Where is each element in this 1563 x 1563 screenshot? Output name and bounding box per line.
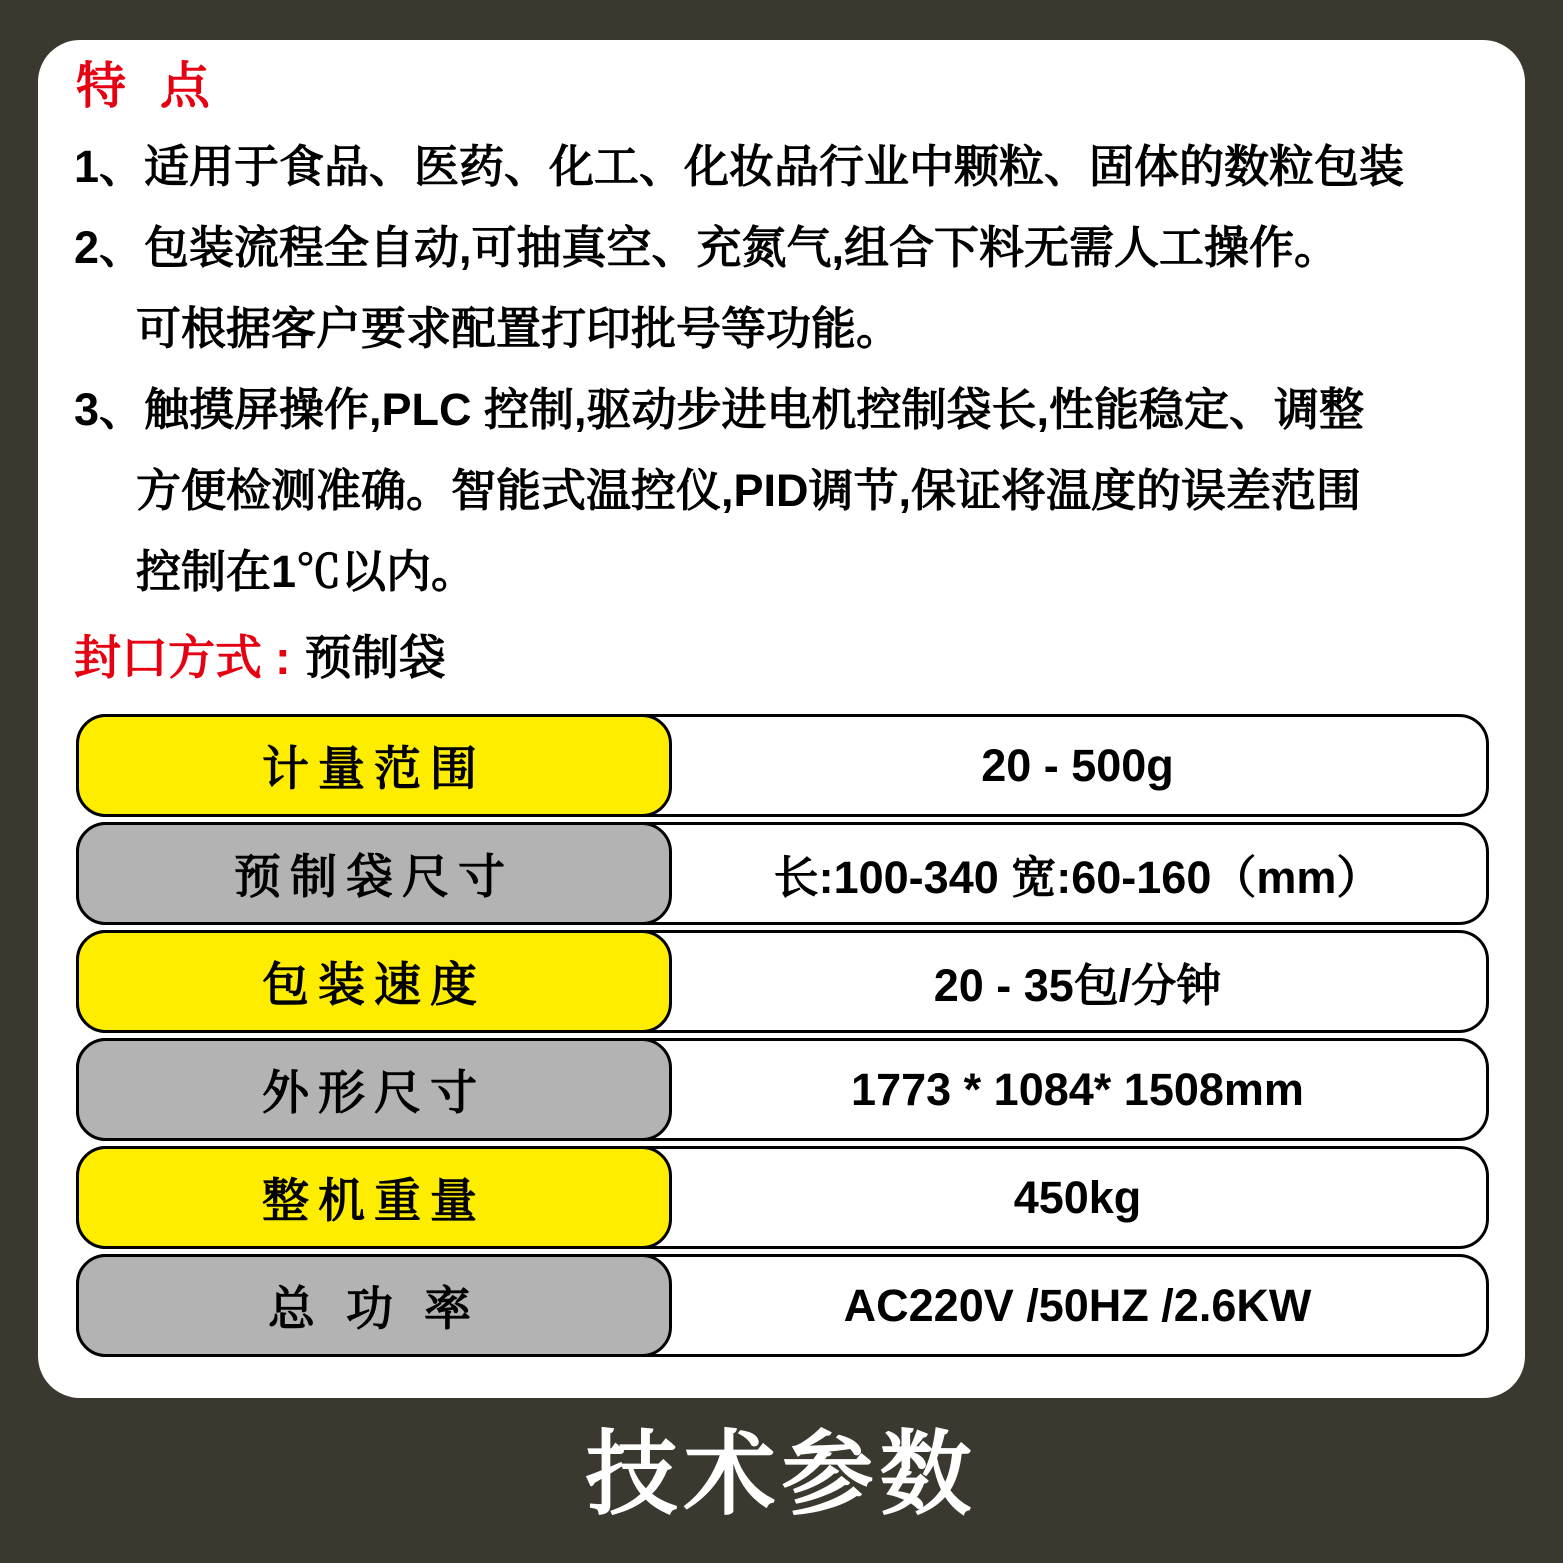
- feature-line-3c: 控制在1℃以内。: [136, 546, 477, 597]
- sealing-method-label: 封口方式 :: [74, 631, 291, 684]
- spec-label-cell: [76, 1146, 672, 1249]
- spec-value: 20 - 35包/分钟: [933, 960, 1222, 1011]
- spec-value-cell: [669, 717, 1486, 814]
- features-list: [74, 126, 1491, 612]
- spec-label: 整机重量: [262, 1174, 486, 1227]
- spec-row-packing-speed: [76, 930, 1489, 1033]
- feature-line-2b: 可根据客户要求配置打印批号等功能。: [136, 303, 902, 354]
- spec-label-cell: [76, 714, 672, 817]
- spec-value-cell: [669, 1257, 1486, 1354]
- spec-label-cell: [76, 1254, 672, 1357]
- spec-value-cell: [669, 933, 1486, 1030]
- spec-card: [38, 40, 1525, 1398]
- spec-label-cell: [76, 930, 672, 1033]
- spec-table: [74, 714, 1491, 1357]
- spec-value: 长:100-340 宽:60-160（mm）: [773, 852, 1382, 903]
- spec-row-bag-size: [76, 822, 1489, 925]
- spec-label: 计量范围: [262, 742, 486, 795]
- spec-value: 450kg: [1013, 1171, 1142, 1223]
- spec-row-machine-weight: [76, 1146, 1489, 1249]
- spec-value-cell: [669, 1149, 1486, 1246]
- feature-line-2: 2、包装流程全自动,可抽真空、充氮气,组合下料无需人工操作。: [74, 222, 1340, 273]
- spec-label: 包装速度: [262, 958, 486, 1011]
- spec-value: 20 - 500g: [981, 739, 1174, 791]
- feature-line-3: 3、触摸屏操作,PLC 控制,驱动步进电机控制袋长,性能稳定、调整: [74, 384, 1365, 435]
- sealing-method-line: [74, 628, 1491, 688]
- spec-row-measuring-range: [76, 714, 1489, 817]
- spec-value: AC220V /50HZ /2.6KW: [843, 1279, 1312, 1331]
- sealing-method-value: 预制袋: [304, 631, 446, 684]
- feature-line-3b: 方便检测准确。智能式温控仪,PID调节,保证将温度的误差范围: [136, 465, 1362, 516]
- spec-label: 预制袋尺寸: [234, 850, 514, 903]
- spec-label-cell: [76, 1038, 672, 1141]
- spec-row-dimensions: [76, 1038, 1489, 1141]
- spec-value-cell: [669, 1041, 1486, 1138]
- spec-label-cell: [76, 822, 672, 925]
- feature-line-1: 1、适用于食品、医药、化工、化妆品行业中颗粒、固体的数粒包装: [74, 141, 1405, 192]
- spec-value: 1773 * 1084* 1508mm: [851, 1063, 1304, 1115]
- spec-value-cell: [669, 825, 1486, 922]
- spec-label: 总 功 率: [267, 1282, 481, 1335]
- features-heading: 特 点: [76, 58, 220, 114]
- spec-label: 外形尺寸: [262, 1066, 486, 1119]
- spec-row-total-power: [76, 1254, 1489, 1357]
- page-title: 技术参数: [585, 1424, 978, 1526]
